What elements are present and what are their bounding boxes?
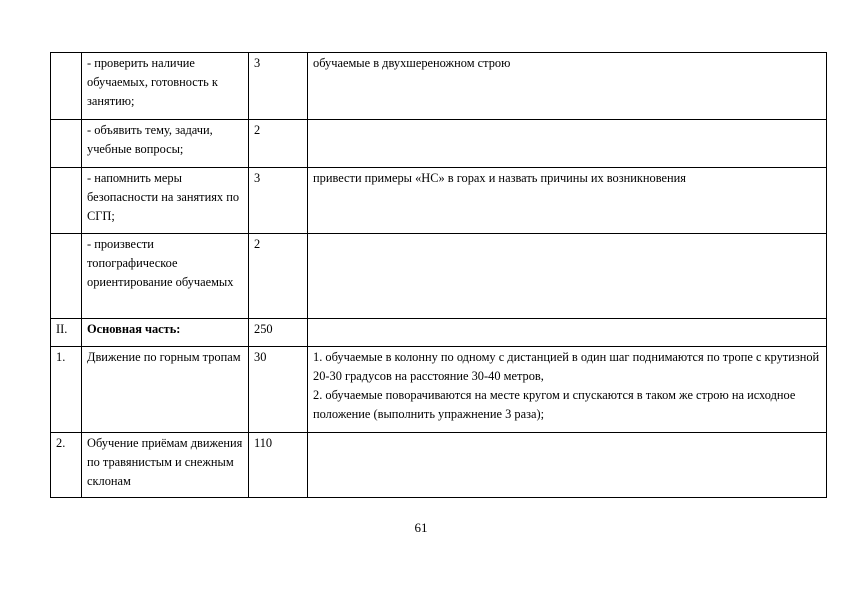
time-cell: 3	[249, 168, 308, 234]
notes-line: 2. обучаемые поворачиваются на месте кругом и спускаются в таком же строю на исходное положение (выполнить упражнение 3 раза);	[313, 388, 796, 421]
topic-cell: - объявить тему, задачи, учебные вопросы;	[82, 120, 249, 168]
topic-cell: - напомнить меры безопасности на занятиях по СГП;	[82, 168, 249, 234]
section-title-cell: Основная часть:	[82, 319, 249, 347]
time-cell: 3	[249, 53, 308, 120]
section-number-cell: II.	[51, 319, 82, 347]
table-row	[51, 53, 827, 120]
table-row	[51, 319, 827, 347]
time-cell: 2	[249, 234, 308, 319]
topic-cell: Движение по горным тропам	[82, 347, 249, 433]
time-cell: 250	[249, 319, 308, 347]
table-row	[51, 433, 827, 498]
notes-cell: привести примеры «НС» в горах и назвать причины их возникновения	[308, 168, 827, 234]
table-row	[51, 347, 827, 433]
notes-cell: обучаемые в двухшереножном строю	[308, 53, 827, 120]
time-cell: 110	[249, 433, 308, 498]
row-number-cell	[51, 53, 82, 120]
row-number-cell: 1.	[51, 347, 82, 433]
notes-cell	[308, 319, 827, 347]
table-row	[51, 120, 827, 168]
notes-cell	[308, 433, 827, 498]
page-number: 61	[414, 520, 428, 535]
notes-line: 1. обучаемые в колонну по одному с дистанцией в один шаг поднимаются по тропе с крутизной 20-30 градусов на расстояние 30-40 метров,	[313, 350, 820, 383]
time-cell: 30	[249, 347, 308, 433]
notes-cell	[308, 347, 827, 433]
row-number-cell: 2.	[51, 433, 82, 498]
row-number-cell	[51, 234, 82, 319]
topic-cell: - произвести топографическое ориентирование обучаемых	[82, 234, 249, 319]
time-cell: 2	[249, 120, 308, 168]
topic-cell: Обучение приёмам движения по травянистым и снежным склонам	[82, 433, 249, 498]
row-number-cell	[51, 120, 82, 168]
notes-cell	[308, 234, 827, 319]
lesson-plan-table	[50, 52, 827, 498]
table-row	[51, 168, 827, 234]
topic-cell: - проверить наличие обучаемых, готовность к занятию;	[82, 53, 249, 120]
row-number-cell	[51, 168, 82, 234]
notes-cell	[308, 120, 827, 168]
table-row	[51, 234, 827, 319]
